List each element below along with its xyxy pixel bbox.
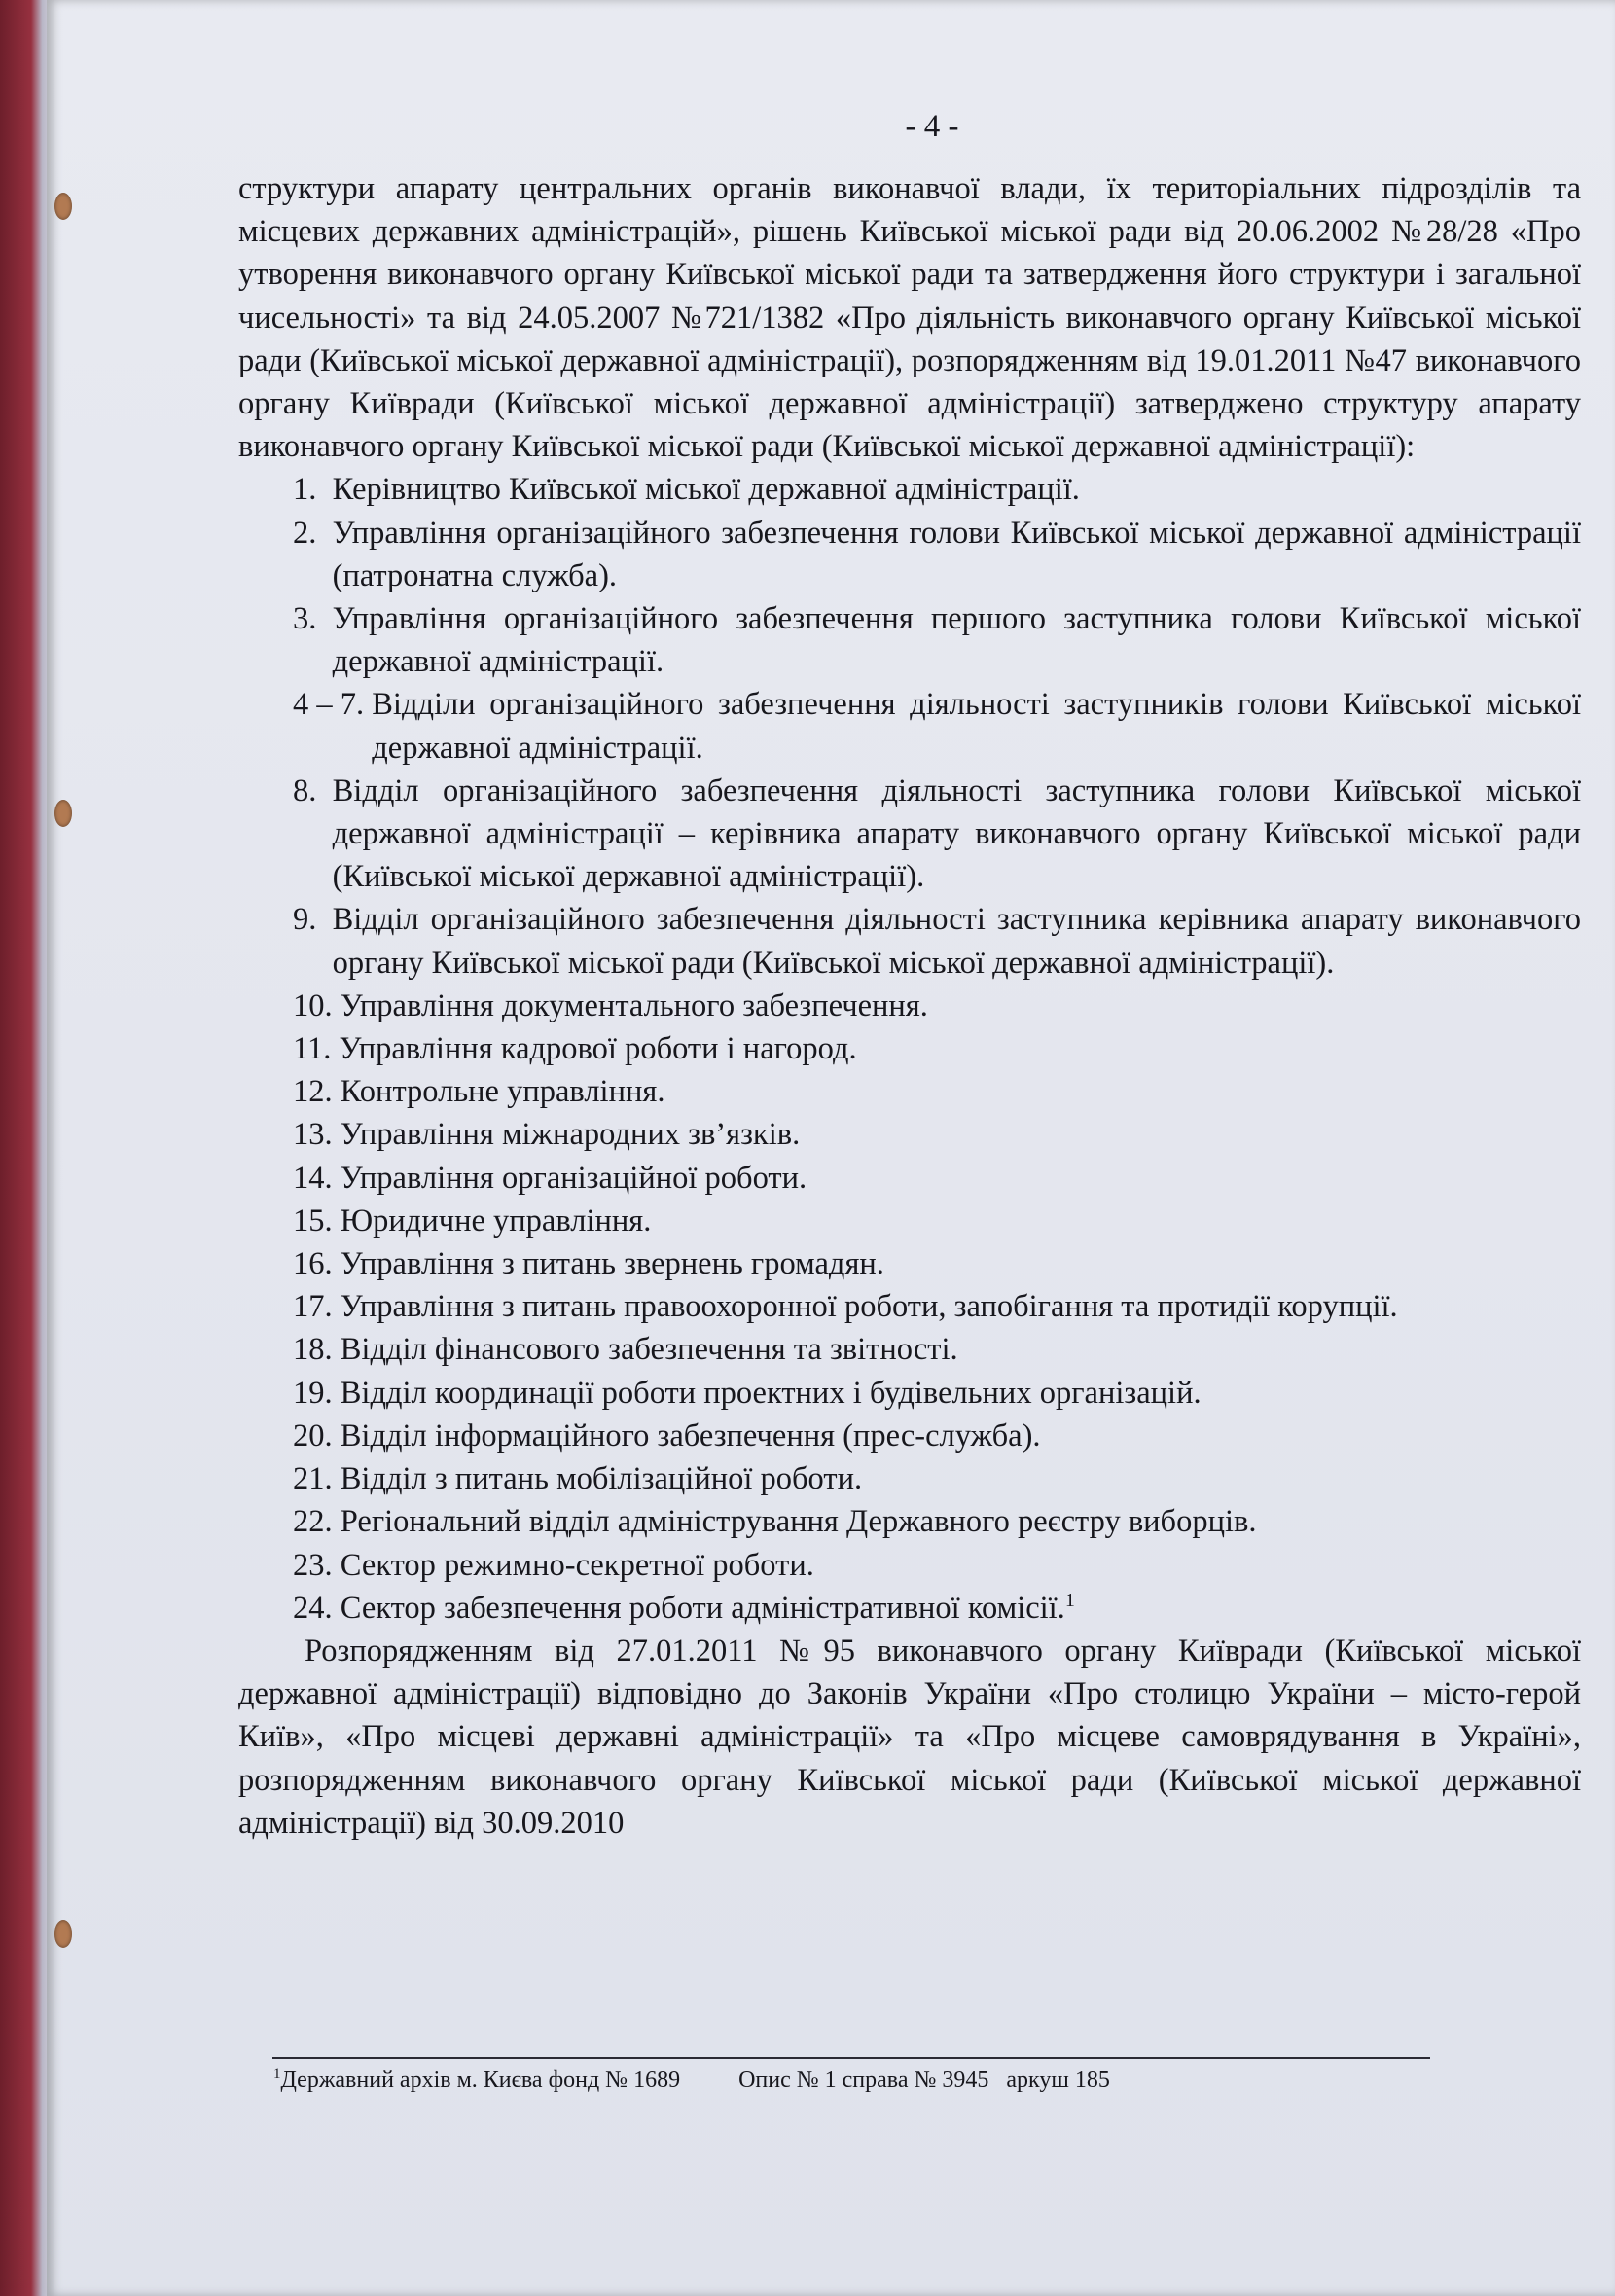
item-number: 13. (293, 1117, 341, 1153)
item-number: 16. (293, 1246, 341, 1282)
list-item (293, 1113, 1581, 1156)
item-number: 9. (293, 902, 333, 938)
item-number: 17. (293, 1289, 341, 1325)
item-text: Контрольне управління. (340, 1074, 665, 1110)
item-number: 10. (293, 987, 341, 1023)
list-item (293, 597, 1581, 683)
item-text: Відділ фінансового забезпечення та звітності. (340, 1332, 958, 1368)
item-number: 2. (293, 515, 333, 551)
list-item (293, 512, 1581, 597)
item-number: 23. (293, 1547, 341, 1583)
list-item (293, 1328, 1581, 1371)
punch-hole (54, 193, 72, 220)
footnote-marker: 1 (273, 2066, 281, 2082)
footnote-reference: 1 (1064, 1589, 1075, 1611)
list-item (293, 770, 1581, 899)
item-text: Управління кадрової роботи і нагород. (339, 1031, 857, 1067)
item-text: Управління з питань правоохоронної роботи, запобігання та протидії корупції. (340, 1289, 1398, 1325)
item-text (341, 1587, 1581, 1630)
footnote-divider (272, 2057, 1430, 2059)
document-page (47, 0, 1615, 2296)
list-item (293, 985, 1581, 1027)
item-text: Управління документального забезпечення. (340, 987, 928, 1023)
list-item (293, 1157, 1581, 1200)
intro-paragraph: структури апарату центральних органів виконавчої влади, їх територіальних підрозділів та місцевих державних адміністрацій», рішень Київської міської ради від 20.06.2002 №28/28 «Про утворення виконавчого органу Київської міської ради та затвердження його структури і загальної чисельності» та від 24.05.2007 №721/1382 «Про діяльність виконавчого органу Київської міської ради (Київської міської державної адміністрації), розпорядженням від 19.01.2011 №47 виконавчого органу Київради (Київської міської державної адміністрації) затверджено структуру апарату виконавчого органу Київської міської ради (Київської міської державної адміністрації): (238, 171, 1581, 465)
item-number: 12. (293, 1074, 341, 1110)
list-item (293, 1070, 1581, 1113)
item-text: Відділ з питань мобілізаційної роботи. (340, 1461, 863, 1497)
list-item (293, 1027, 1581, 1070)
item-number: 11. (293, 1031, 340, 1067)
item-number: 14. (293, 1160, 341, 1196)
list-item (293, 898, 1581, 984)
item-number: 4 – 7. (293, 687, 373, 723)
item-text: Регіональний відділ адміністрування Державного реєстру виборців. (340, 1504, 1257, 1540)
page-number: - 4 - (905, 109, 959, 144)
list-item (293, 468, 1581, 511)
document-body (238, 167, 1581, 1845)
item-number: 1. (293, 472, 333, 508)
item-text: Відділ координації роботи проектних і будівельних організацій. (340, 1375, 1202, 1411)
item-number: 19. (293, 1375, 341, 1411)
list-item (293, 1372, 1581, 1415)
item-text-content: Сектор забезпечення роботи адміністративної комісії. (340, 1590, 1065, 1626)
item-number: 15. (293, 1202, 341, 1238)
item-text: Керівництво Київської міської державної адміністрації. (332, 472, 1080, 508)
item-text: Сектор режимно-секретної роботи. (340, 1547, 814, 1583)
item-number: 20. (293, 1417, 341, 1453)
item-text: Відділ організаційного забезпечення діяльності заступника голови Київської міської державної адміністрації – керівника апарату виконавчого органу Київської міської ради (Київської міської державної адміністрації). (332, 772, 1581, 895)
list-item (293, 1587, 1581, 1630)
item-text: Відділи організаційного забезпечення діяльності заступників голови Київської міської державної адміністрації. (372, 687, 1581, 766)
list-item (293, 1544, 1581, 1587)
structure-list (238, 468, 1581, 1629)
punch-hole (54, 1920, 72, 1948)
list-item (293, 1242, 1581, 1285)
footnote-reference-details: Опис № 1 справа № 3945 аркуш 185 (738, 2067, 1110, 2093)
list-item (293, 1285, 1581, 1328)
footnote-archive: Державний архів м. Києва фонд № 1689 (280, 2067, 681, 2093)
item-text: Відділ інформаційного забезпечення (прес-служба). (340, 1417, 1041, 1453)
item-text: Управління організаційного забезпечення першого заступника голови Київської міської державної адміністрації. (332, 601, 1581, 680)
list-item (293, 1457, 1581, 1500)
item-text: Юридичне управління. (340, 1202, 652, 1238)
item-text: Відділ організаційного забезпечення діяльності заступника керівника апарату виконавчого органу Київської міської ради (Київської міської державної адміністрації). (332, 902, 1581, 981)
item-text: Управління організаційної роботи. (340, 1160, 808, 1196)
item-number: 21. (293, 1461, 341, 1497)
item-text: Управління міжнародних зв’язків. (340, 1117, 801, 1153)
list-item (293, 1415, 1581, 1457)
list-item (293, 1500, 1581, 1543)
item-text: Управління організаційного забезпечення голови Київської міської державної адміністрації (патронатна служба). (332, 515, 1581, 593)
item-number: 3. (293, 601, 333, 637)
item-number: 8. (293, 772, 333, 808)
item-number: 24. (293, 1590, 341, 1626)
closing-paragraph: Розпорядженням від 27.01.2011 №95 виконавчого органу Київради (Київської міської державної адміністрації) відповідно до Законів України «Про столицю України – місто-герой Київ», «Про місцеві державні адміністрації» та «Про місцеве самоврядування в Україні», розпорядженням виконавчого органу Київської міської ради (Київської міської державної адміністрації) від 30.09.2010 (238, 1632, 1581, 1841)
item-text: Управління з питань звернень громадян. (340, 1246, 884, 1282)
punch-hole (54, 800, 72, 827)
item-number: 22. (293, 1504, 341, 1540)
list-item (293, 683, 1581, 769)
footnote (273, 2066, 1110, 2094)
list-item (293, 1200, 1581, 1242)
item-number: 18. (293, 1332, 341, 1368)
